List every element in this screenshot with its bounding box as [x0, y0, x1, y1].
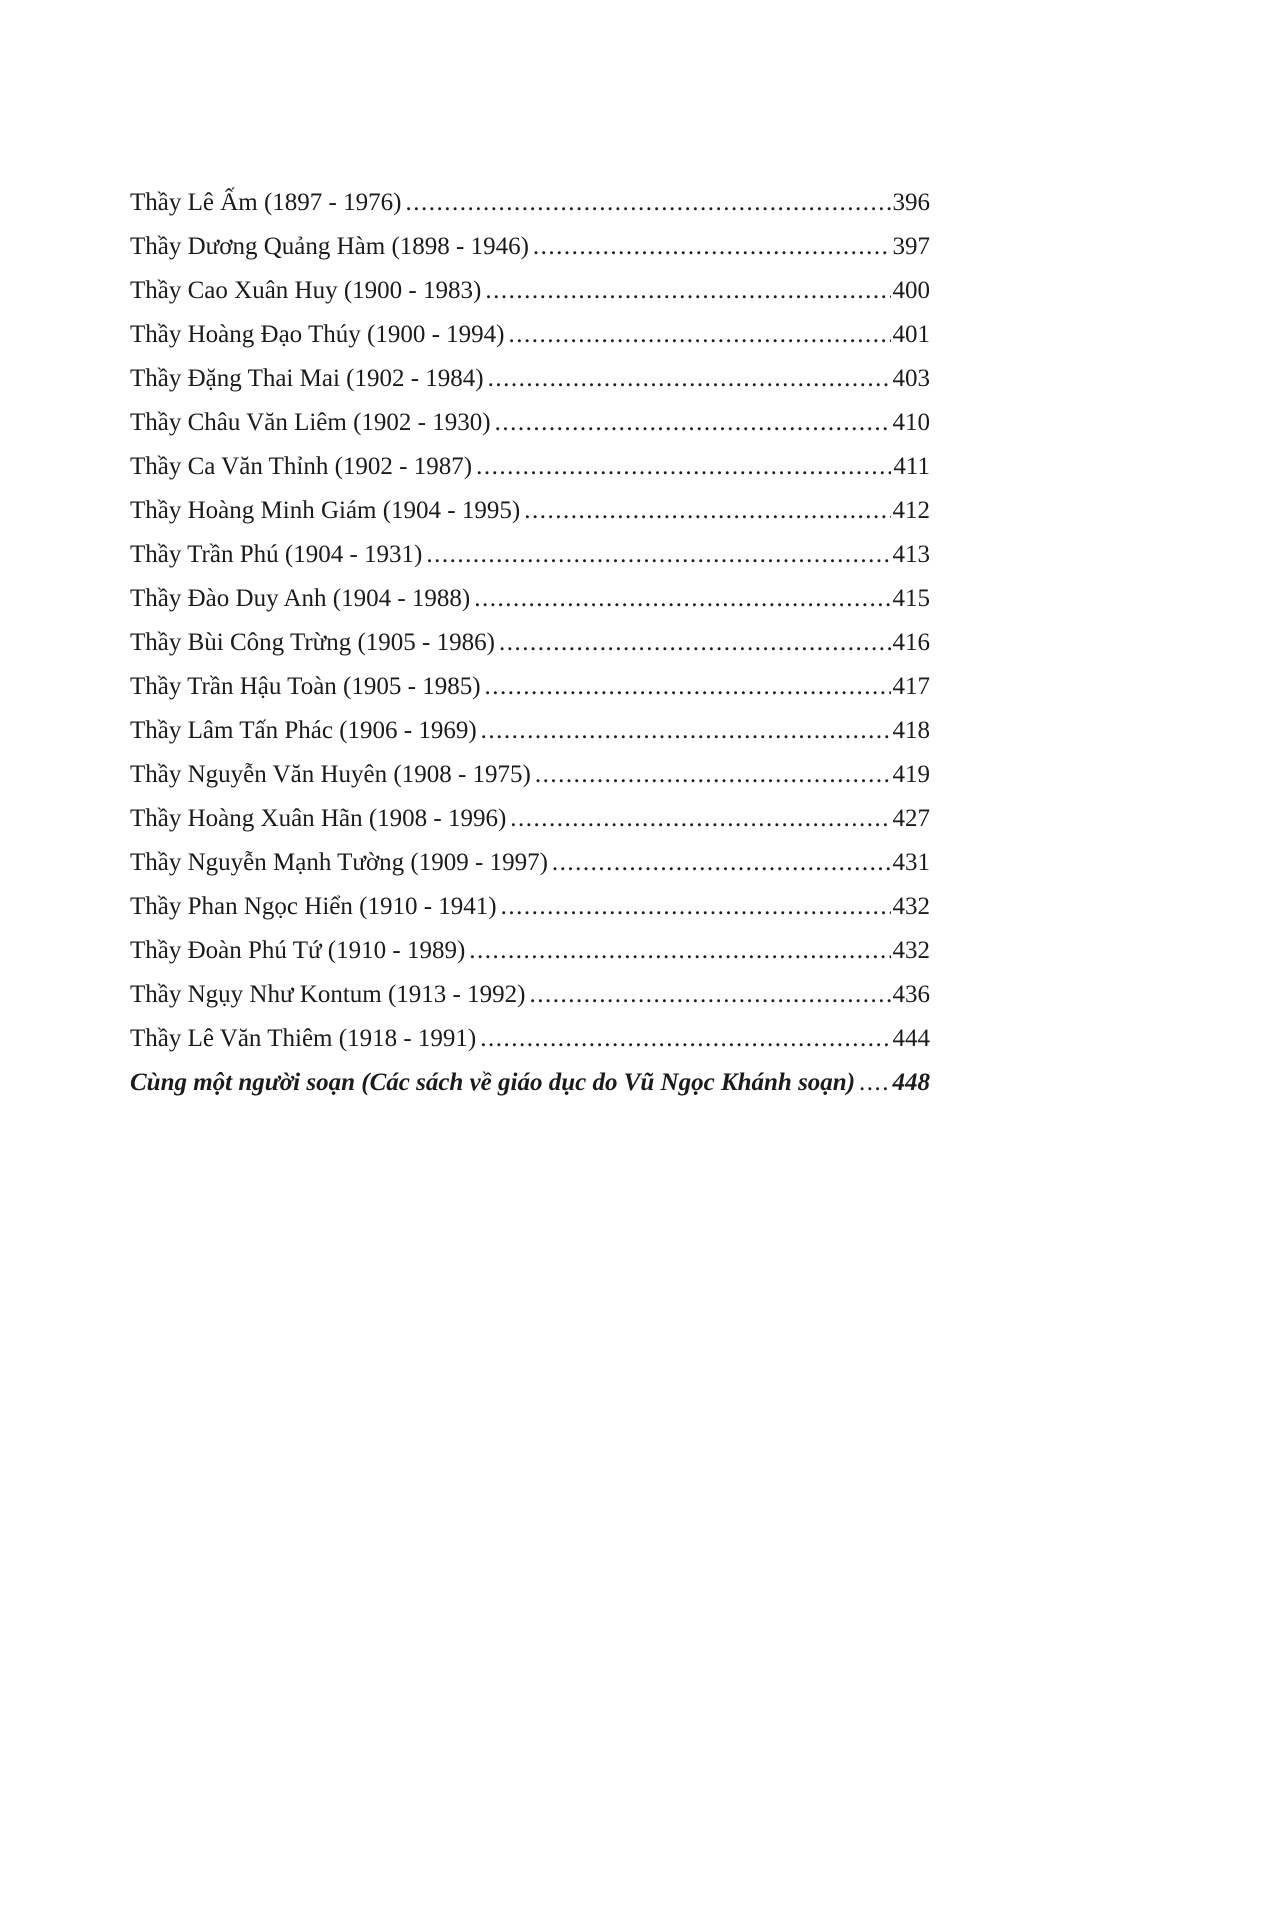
toc-entry	[130, 841, 930, 885]
toc-entry	[130, 269, 930, 313]
toc-dot-leader	[501, 885, 891, 929]
toc-entry	[130, 533, 930, 577]
toc-page-number: 448	[892, 1069, 930, 1096]
toc-page-number: 431	[892, 849, 930, 876]
toc-entry-title: Thầy Ngụy Như Kontum (1913 - 1992)	[130, 981, 526, 1008]
toc-page-number: 444	[892, 1025, 930, 1052]
toc-page-number: 432	[892, 893, 930, 920]
toc-dot-leader	[426, 533, 890, 577]
toc-dot-leader	[535, 753, 891, 797]
toc-page-number: 397	[892, 233, 930, 260]
toc-entry-title: Thầy Đoàn Phú Tứ (1910 - 1989)	[130, 937, 466, 964]
toc-entry-title: Thầy Phan Ngọc Hiển (1910 - 1941)	[130, 893, 497, 920]
toc-entry	[130, 225, 930, 269]
toc-entry-title: Thầy Trần Phú (1904 - 1931)	[130, 541, 423, 568]
toc-page-number: 436	[892, 981, 930, 1008]
toc-page-number: 427	[892, 805, 930, 832]
toc-dot-leader	[476, 445, 891, 489]
toc-entry-title: Thầy Ca Văn Thỉnh (1902 - 1987)	[130, 453, 473, 480]
toc-entry	[130, 929, 930, 973]
toc-entry-title: Thầy Nguyễn Văn Huyên (1908 - 1975)	[130, 761, 531, 788]
toc-dot-leader	[859, 1061, 890, 1105]
toc-entry	[130, 313, 930, 357]
toc-entry-title: Cùng một người soạn (Các sách về giáo dục do Vũ Ngọc Khánh soạn)	[130, 1069, 856, 1096]
toc-page-number: 415	[892, 585, 930, 612]
toc-page-number: 401	[892, 321, 930, 348]
toc-entry-title: Thầy Đặng Thai Mai (1902 - 1984)	[130, 365, 484, 392]
toc-page-number: 416	[892, 629, 930, 656]
toc-page-number: 400	[892, 277, 930, 304]
toc-dot-leader	[481, 709, 891, 753]
toc-entry	[130, 1061, 930, 1105]
toc-entry-title: Thầy Nguyễn Mạnh Tường (1909 - 1997)	[130, 849, 548, 876]
toc-entry	[130, 577, 930, 621]
toc-entry	[130, 973, 930, 1017]
toc-page-number: 413	[892, 541, 930, 568]
toc-entry	[130, 401, 930, 445]
toc-entry-title: Thầy Lê Văn Thiêm (1918 - 1991)	[130, 1025, 477, 1052]
toc-entry-title: Thầy Lâm Tấn Phác (1906 - 1969)	[130, 717, 477, 744]
toc-page-number: 410	[892, 409, 930, 436]
toc-dot-leader	[510, 797, 890, 841]
toc-entry	[130, 709, 930, 753]
toc-entry-title: Thầy Bùi Công Trừng (1905 - 1986)	[130, 629, 495, 656]
toc-dot-leader	[529, 973, 890, 1017]
toc-dot-leader	[469, 929, 890, 973]
toc-entry-title: Thầy Trần Hậu Toàn (1905 - 1985)	[130, 673, 481, 700]
table-of-contents	[130, 181, 930, 1105]
toc-dot-leader	[485, 269, 890, 313]
toc-dot-leader	[533, 225, 891, 269]
toc-entry-title: Thầy Hoàng Minh Giám (1904 - 1995)	[130, 497, 521, 524]
toc-page-number: 417	[892, 673, 930, 700]
toc-entry	[130, 797, 930, 841]
toc-dot-leader	[508, 313, 890, 357]
toc-entry-title: Thầy Dương Quảng Hàm (1898 - 1946)	[130, 233, 529, 260]
toc-dot-leader	[499, 621, 891, 665]
toc-entry	[130, 357, 930, 401]
toc-dot-leader	[474, 577, 890, 621]
toc-entry	[130, 621, 930, 665]
toc-dot-leader	[480, 1017, 890, 1061]
toc-page-number: 411	[893, 453, 930, 480]
toc-page-number: 396	[892, 189, 930, 216]
toc-entry-title: Thầy Châu Văn Liêm (1902 - 1930)	[130, 409, 491, 436]
toc-dot-leader	[495, 401, 891, 445]
toc-entry	[130, 1017, 930, 1061]
toc-entry	[130, 445, 930, 489]
toc-entry	[130, 489, 930, 533]
toc-dot-leader	[405, 181, 890, 225]
toc-entry-title: Thầy Cao Xuân Huy (1900 - 1983)	[130, 277, 482, 304]
toc-entry	[130, 753, 930, 797]
toc-page-number: 412	[892, 497, 930, 524]
toc-entry-title: Thầy Đào Duy Anh (1904 - 1988)	[130, 585, 471, 612]
toc-entry	[130, 181, 930, 225]
toc-entry-title: Thầy Hoàng Xuân Hãn (1908 - 1996)	[130, 805, 507, 832]
toc-dot-leader	[485, 665, 891, 709]
toc-entry	[130, 885, 930, 929]
toc-dot-leader	[524, 489, 890, 533]
toc-entry-title: Thầy Lê Ấm (1897 - 1976)	[130, 189, 402, 216]
toc-page-number: 419	[892, 761, 930, 788]
toc-entry-title: Thầy Hoàng Đạo Thúy (1900 - 1994)	[130, 321, 505, 348]
toc-entry	[130, 665, 930, 709]
toc-page-number: 432	[892, 937, 930, 964]
toc-dot-leader	[552, 841, 891, 885]
toc-page-number: 418	[892, 717, 930, 744]
toc-page-number: 403	[892, 365, 930, 392]
toc-dot-leader	[488, 357, 891, 401]
